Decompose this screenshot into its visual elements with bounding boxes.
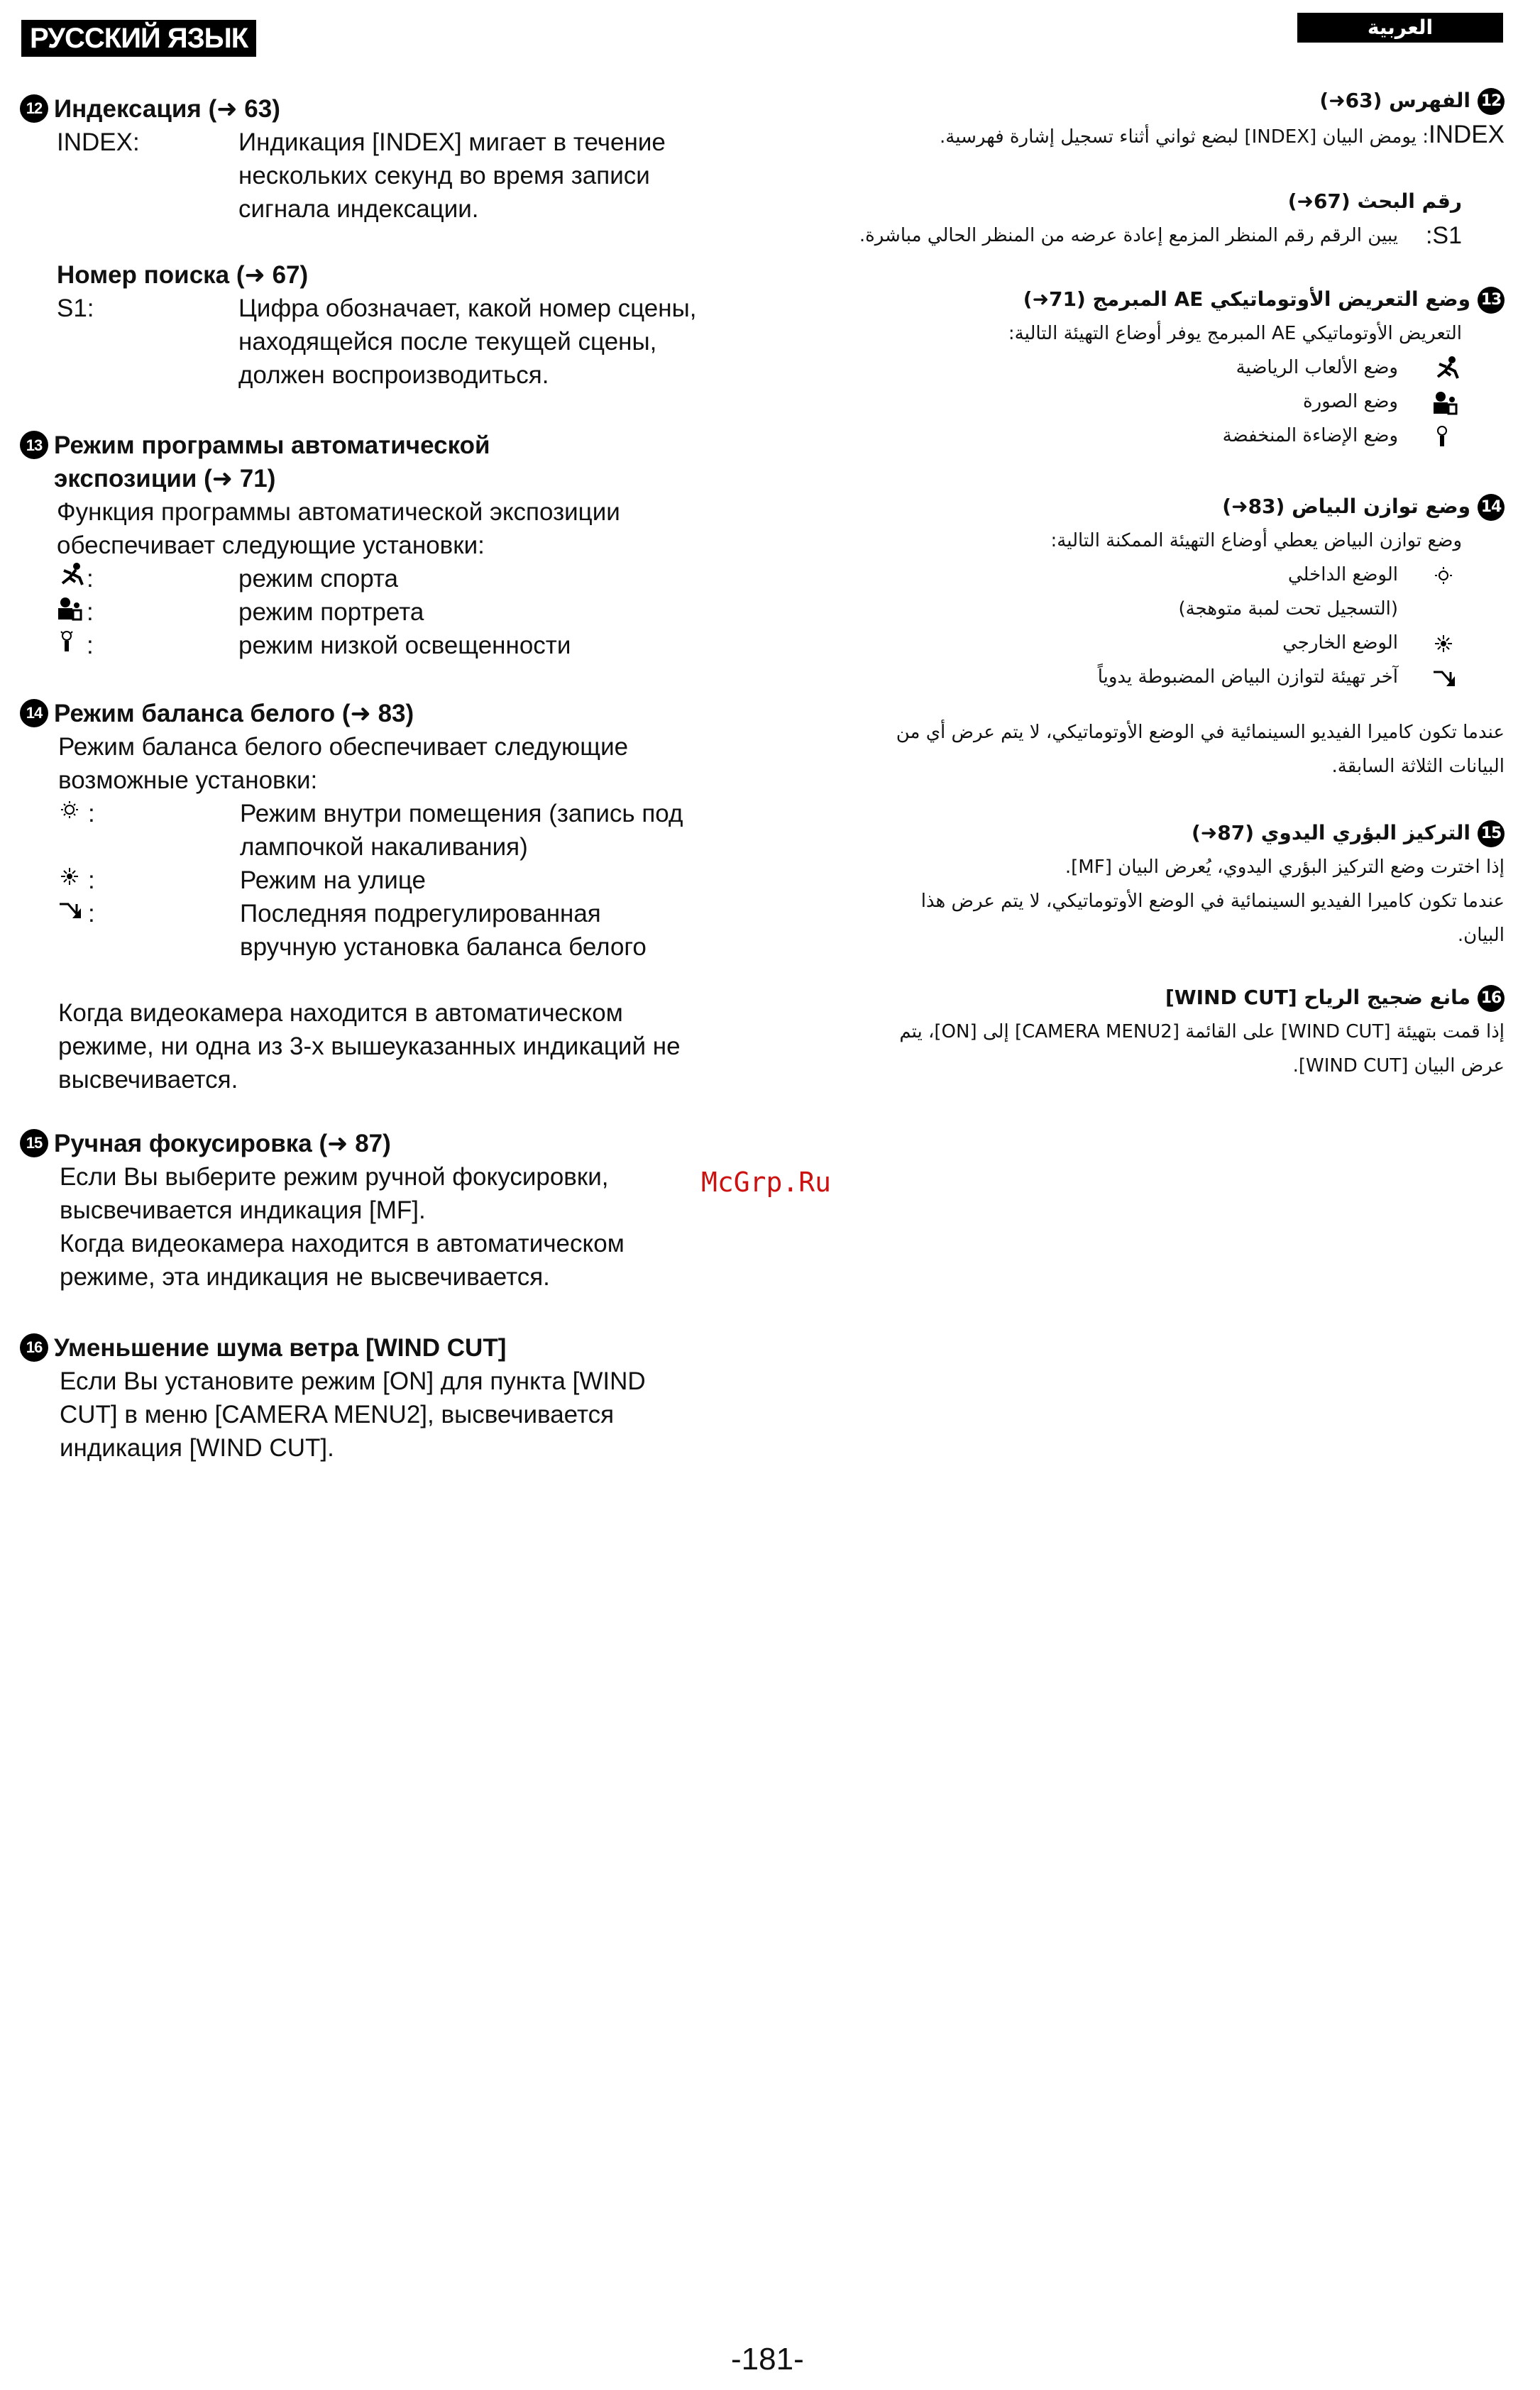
- ar-section-12b: [837, 185, 1462, 253]
- section-heading: Номер поиска (➜ 67): [57, 261, 309, 289]
- section-heading: 12 Индексация (➜ 63): [20, 92, 701, 126]
- lang-tab-arabic: العربية: [1297, 13, 1503, 43]
- list-item: آخر تهيئة لتوازن البياض المضبوطة يدوياً: [1097, 666, 1398, 688]
- list-item: الوضع الداخلي: [1287, 564, 1398, 585]
- section-number-badge: 13: [20, 431, 48, 459]
- ru-section-12b: [57, 258, 703, 392]
- item-text: Цифра обозначает, какой номер сцены, находящейся после текущей сцены, должен воспроизводиться.: [238, 294, 697, 389]
- section-heading: 14وضع توازن البياض (83➜): [837, 490, 1505, 524]
- section-intro: Режим баланса белого обеспечивает следующие возможные установки:: [58, 733, 629, 794]
- portrait-icon: [1432, 390, 1462, 415]
- section-number-badge: 15: [1478, 820, 1505, 847]
- item-key: S1:: [57, 294, 94, 322]
- list-item: وضع الألعاب الرياضية: [1236, 357, 1398, 378]
- ar-section-12: [837, 84, 1505, 154]
- list-item: режим спорта: [238, 565, 399, 593]
- section-paragraph: إذا اخترت وضع التركيز البؤري اليدوي، يُعرض البيان [MF].: [1065, 857, 1505, 878]
- section-number-badge: 12: [1478, 88, 1505, 115]
- list-item: режим низкой освещенности: [238, 632, 571, 659]
- sports-icon: [57, 562, 87, 588]
- low-light-icon: [1432, 424, 1462, 449]
- manual-wb-icon: [58, 897, 88, 923]
- manual-wb-icon: [1432, 665, 1462, 690]
- ru-section-13: 13 Режим программы автоматической экспозиции (➜ 71) Функция программы автоматической экспозиции обеспечивает следующие установки: : режим спорта : режим портрета : режим низкой освещенности: [20, 429, 701, 662]
- section-paragraph: Если Вы установите режим [ON] для пункта [WIND CUT] в меню [CAMERA MENU2], высвечивается индикация [WIND CUT].: [60, 1367, 646, 1462]
- ru-section-12: [20, 92, 701, 226]
- ru-section-15: [20, 1127, 701, 1294]
- section-number-badge: 16: [1478, 985, 1505, 1012]
- section-heading: 15التركيز البؤري اليدوي (87➜): [837, 816, 1505, 850]
- ru-section-16: [20, 1331, 701, 1465]
- item-text: يبين الرقم رقم المنظر المزمع إعادة عرضه من المنظر الحالي مباشرة.: [859, 225, 1398, 246]
- ar-section-14: [837, 490, 1505, 783]
- section-heading: 16مانع ضجيج الرياح [WIND CUT]: [837, 981, 1505, 1015]
- outdoor-icon: [1432, 631, 1462, 656]
- section-heading: رقم البحث (67➜): [1287, 189, 1462, 213]
- portrait-icon: [57, 595, 87, 621]
- section-number-badge: 12: [20, 94, 48, 123]
- item-key: INDEX: [1429, 121, 1505, 148]
- item-text: : يومض البيان [INDEX] لبضع ثواني أثناء تسجيل إشارة فهرسية.: [940, 126, 1429, 148]
- section-heading: 15 Ручная фокусировка (➜ 87): [20, 1127, 701, 1160]
- list-item: Последняя подрегулированная вручную установка баланса белого: [240, 900, 647, 961]
- page-number: -181-: [731, 2342, 804, 2377]
- section-heading: 12الفهرس (63➜): [837, 84, 1505, 118]
- list-item: وضع الإضاءة المنخفضة: [1222, 425, 1398, 446]
- list-item: (التسجيل تحت لمبة متوهجة): [1178, 598, 1398, 619]
- section-note: Когда видеокамера находится в автоматическом режиме, ни одна из 3-х вышеуказанных индикаций не высвечивается.: [58, 999, 681, 1094]
- ar-section-16: [837, 981, 1505, 1083]
- section-paragraph: Когда видеокамера находится в автоматическом режиме, эта индикация не высвечивается.: [60, 1230, 625, 1291]
- section-number-badge: 13: [1478, 287, 1505, 314]
- section-heading: 13وضع التعريض الأوتوماتيكي AE المبرمج (71➜): [837, 282, 1505, 316]
- section-paragraph: إذا قمت بتهيئة [WIND CUT] على القائمة [CAMERA MENU2] إلى [ON]، يتم عرض البيان [WIND CUT].: [899, 1021, 1505, 1076]
- sports-icon: [1432, 356, 1462, 381]
- list-item: الوضع الخارجي: [1282, 632, 1398, 654]
- indoor-icon: [1432, 563, 1462, 588]
- section-paragraph: Если Вы выберите режим ручной фокусировки, высвечивается индикация [MF].: [60, 1163, 609, 1224]
- item-text: Индикация [INDEX] мигает в течение нескольких секунд во время записи сигнала индексации.: [238, 128, 666, 223]
- section-heading: 14 Режим баланса белого (➜ 83): [20, 697, 701, 730]
- watermark-text: McGrp.Ru: [701, 1167, 832, 1198]
- section-number-badge: 14: [1478, 494, 1505, 521]
- list-item: Режим внутри помещения (запись под лампочкой накаливания): [240, 800, 683, 861]
- section-paragraph: عندما تكون كاميرا الفيديو السينمائية في الوضع الأوتوماتيكي، لا يتم عرض هذا البيان.: [920, 891, 1505, 946]
- section-number-badge: 14: [20, 699, 48, 727]
- ar-section-13: [837, 282, 1505, 453]
- section-intro: Функция программы автоматической экспозиции обеспечивает следующие установки:: [57, 498, 620, 559]
- item-key: S1:: [1425, 222, 1462, 249]
- low-light-icon: [57, 629, 87, 654]
- lang-tab-russian: РУССКИЙ ЯЗЫК: [21, 20, 256, 57]
- item-key: INDEX:: [57, 128, 140, 156]
- section-note: عندما تكون كاميرا الفيديو السينمائية في الوضع الأوتوماتيكي، لا يتم عرض أي من البيانات الثلاثة السابقة.: [896, 722, 1505, 777]
- section-heading: 13 Режим программы автоматической экспозиции (➜ 71): [20, 429, 701, 495]
- list-item: режим портрета: [238, 598, 424, 626]
- section-number-badge: 16: [20, 1333, 48, 1362]
- section-heading: 16 Уменьшение шума ветра [WIND CUT]: [20, 1331, 701, 1365]
- ar-section-15: [837, 816, 1505, 952]
- indoor-icon: [58, 797, 88, 822]
- list-item: وضع الصورة: [1302, 391, 1398, 412]
- outdoor-icon: [58, 864, 88, 889]
- section-intro: التعريض الأوتوماتيكي AE المبرمج يوفر أوضاع التهيئة التالية:: [1008, 323, 1462, 344]
- section-intro: وضع توازن البياض يعطي أوضاع التهيئة الممكنة التالية:: [1050, 530, 1462, 551]
- section-number-badge: 15: [20, 1129, 48, 1157]
- list-item: Режим на улице: [240, 866, 426, 894]
- ru-section-14: 14 Режим баланса белого (➜ 83) Режим баланса белого обеспечивает следующие возможные установки: : Режим внутри помещения (запись под лампочкой накаливания) : Режим на улице : Последняя подрегулированная вручную установка баланса белого Когда видеокамера находится в автоматическом режиме, ни одна из 3-х вышеуказанных индикаций не высвечивается.: [20, 697, 701, 1096]
